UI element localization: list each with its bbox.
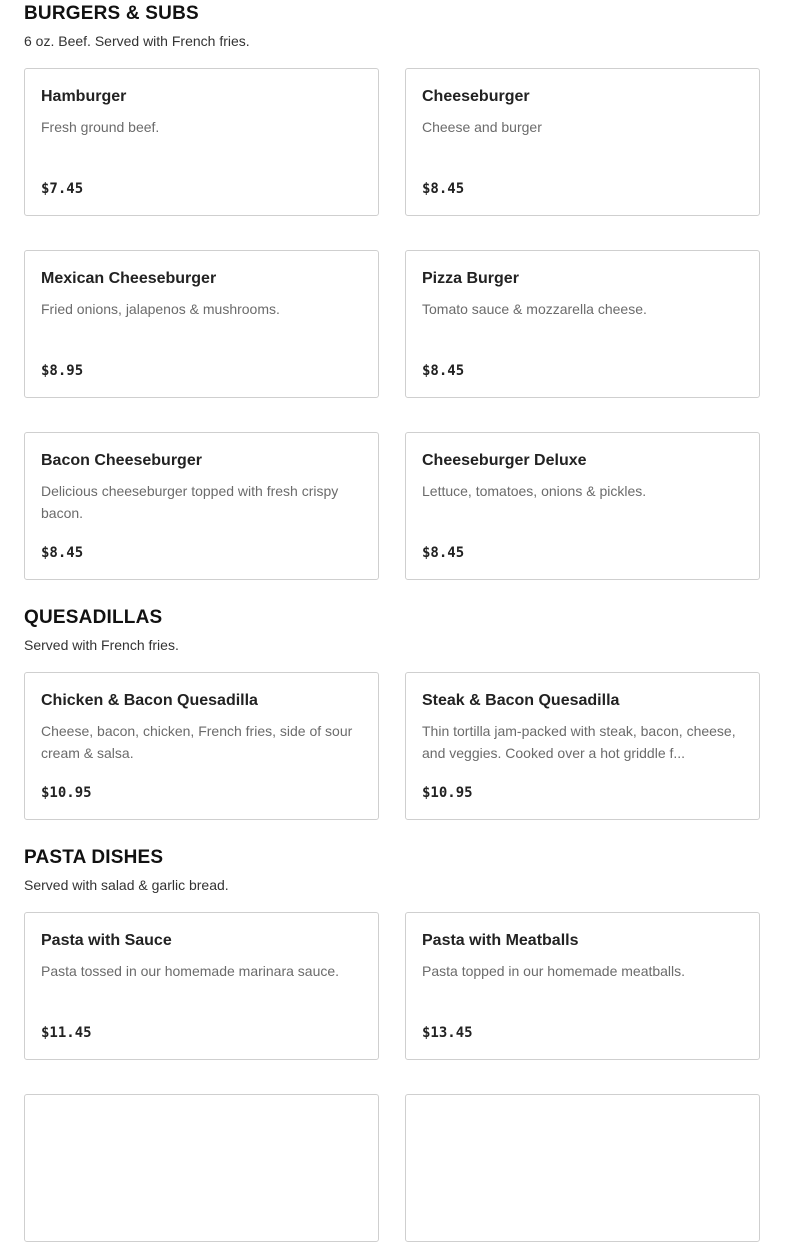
menu-item-description: Pasta tossed in our homemade marinara sauce.: [41, 963, 340, 979]
menu-item-name: Hamburger: [41, 88, 127, 105]
menu-item-price: $10.95: [422, 785, 473, 801]
menu-item-name: Cheeseburger Deluxe: [422, 452, 587, 469]
menu-item-card[interactable]: [405, 912, 760, 1060]
menu-item-price: $8.95: [41, 363, 84, 379]
section-title-quesadillas: QUESADILLAS: [24, 607, 163, 628]
menu-item-price: $7.45: [41, 181, 84, 197]
menu-item-price: $8.45: [422, 181, 465, 197]
menu-item-description: Tomato sauce & mozzarella cheese.: [422, 301, 647, 317]
menu-item-card[interactable]: [405, 68, 760, 216]
menu-item-name: Steak & Bacon Quesadilla: [422, 692, 620, 709]
menu-item-price: $8.45: [41, 545, 84, 561]
menu-item-card[interactable]: [24, 68, 379, 216]
menu-item-card[interactable]: [24, 250, 379, 398]
menu-item-card[interactable]: [24, 432, 379, 580]
menu-item-card[interactable]: [405, 432, 760, 580]
menu-item-card-partial[interactable]: [24, 1094, 379, 1242]
section-subtitle-quesadillas: Served with French fries.: [24, 637, 179, 653]
menu-item-name: Pasta with Sauce: [41, 932, 172, 949]
section-title-burgers: BURGERS & SUBS: [24, 3, 199, 24]
menu-item-name: Pasta with Meatballs: [422, 932, 579, 949]
menu-item-description: Thin tortilla jam-packed with steak, bacon, cheese, and veggies. Cooked over a hot griddle f...: [422, 723, 736, 761]
menu-item-price: $13.45: [422, 1025, 473, 1041]
menu-item-name: Chicken & Bacon Quesadilla: [41, 692, 258, 709]
menu-item-price: $10.95: [41, 785, 92, 801]
menu-item-card[interactable]: [24, 672, 379, 820]
menu-item-description: Delicious cheeseburger topped with fresh crispy bacon.: [41, 483, 339, 521]
section-subtitle-burgers: 6 oz. Beef. Served with French fries.: [24, 33, 250, 49]
menu-item-description: Cheese and burger: [422, 119, 542, 135]
menu-item-name: Pizza Burger: [422, 270, 519, 287]
menu-item-price: $11.45: [41, 1025, 92, 1041]
menu-item-name: Mexican Cheeseburger: [41, 270, 217, 287]
menu-item-name: Bacon Cheeseburger: [41, 452, 202, 469]
menu-item-description: Fresh ground beef.: [41, 119, 160, 135]
menu-item-description: Cheese, bacon, chicken, French fries, side of sour cream & salsa.: [41, 723, 353, 761]
menu-item-card[interactable]: [405, 672, 760, 820]
menu-item-description: Pasta topped in our homemade meatballs.: [422, 963, 686, 979]
menu-item-card-partial[interactable]: [405, 1094, 760, 1242]
menu-item-description: Lettuce, tomatoes, onions & pickles.: [422, 483, 647, 499]
section-title-pasta: PASTA DISHES: [24, 847, 164, 868]
menu-item-card[interactable]: [405, 250, 760, 398]
menu-item-card[interactable]: [24, 912, 379, 1060]
menu-item-price: $8.45: [422, 545, 465, 561]
section-subtitle-pasta: Served with salad & garlic bread.: [24, 877, 229, 893]
menu-item-price: $8.45: [422, 363, 465, 379]
menu-item-name: Cheeseburger: [422, 88, 530, 105]
menu-item-description: Fried onions, jalapenos & mushrooms.: [41, 301, 280, 317]
